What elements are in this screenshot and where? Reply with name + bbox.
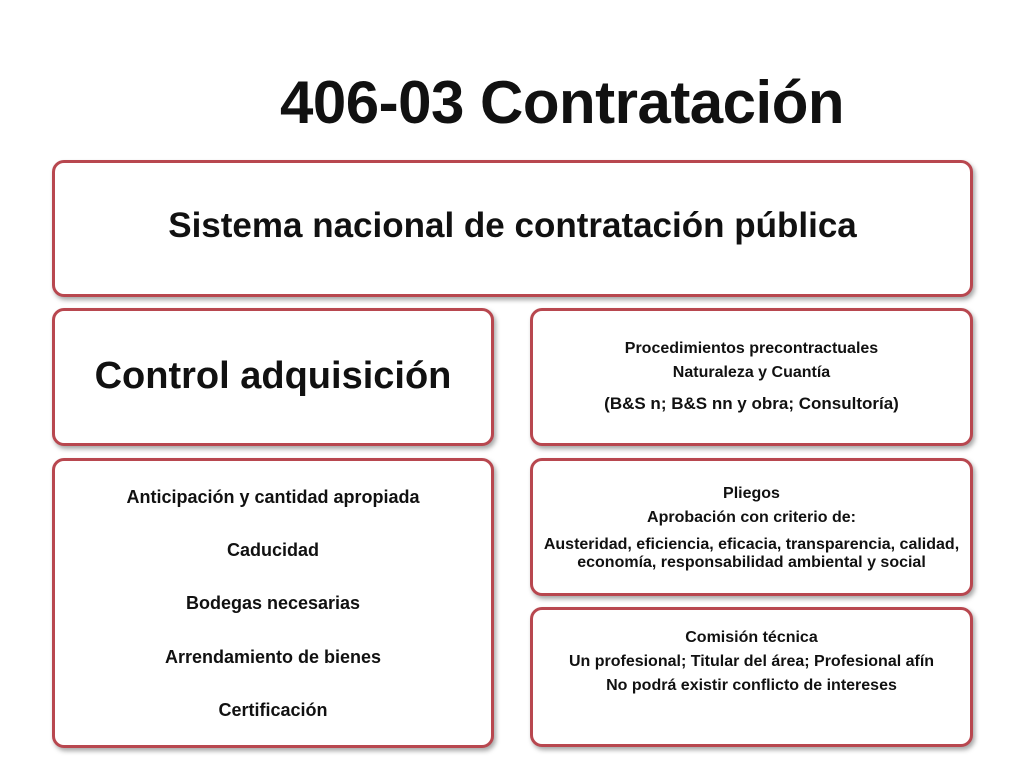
commission-box xyxy=(530,607,973,747)
system-box xyxy=(52,160,973,297)
page-title: 406-03 Contratación xyxy=(280,69,845,136)
commission-heading: Comisión técnica xyxy=(685,629,818,646)
procedures-heading: Procedimientos precontractuales xyxy=(624,340,879,357)
control-box xyxy=(52,308,494,446)
pliegos-line-2: Aprobación con criterio de: xyxy=(647,509,856,526)
commission-line-2: Un profesional; Titular del área; Profesional afín xyxy=(568,653,935,670)
list-item: Anticipación y cantidad apropiada xyxy=(126,487,420,508)
pliegos-heading: Pliegos xyxy=(723,485,780,502)
procedures-box xyxy=(530,308,973,446)
commission-line-3: No podrá existir conflicto de intereses xyxy=(606,677,897,694)
procedures-line-2: Naturaleza y Cuantía xyxy=(672,364,831,381)
list-item: Caducidad xyxy=(226,540,319,561)
control-label: Control adquisición xyxy=(94,354,452,397)
control-items-box xyxy=(52,458,494,748)
list-item: Arrendamiento de bienes xyxy=(164,646,382,667)
list-item: Bodegas necesarias xyxy=(185,593,361,614)
pliegos-box xyxy=(530,458,973,596)
pliegos-criteria: Austeridad, eficiencia, eficacia, transparencia, calidad, economía, responsabilidad ambiental y social xyxy=(543,536,960,571)
procedures-line-3: (B&S n; B&S nn y obra; Consultoría) xyxy=(604,394,899,413)
system-label: Sistema nacional de contratación pública xyxy=(168,205,857,245)
list-item: Certificación xyxy=(218,699,328,720)
